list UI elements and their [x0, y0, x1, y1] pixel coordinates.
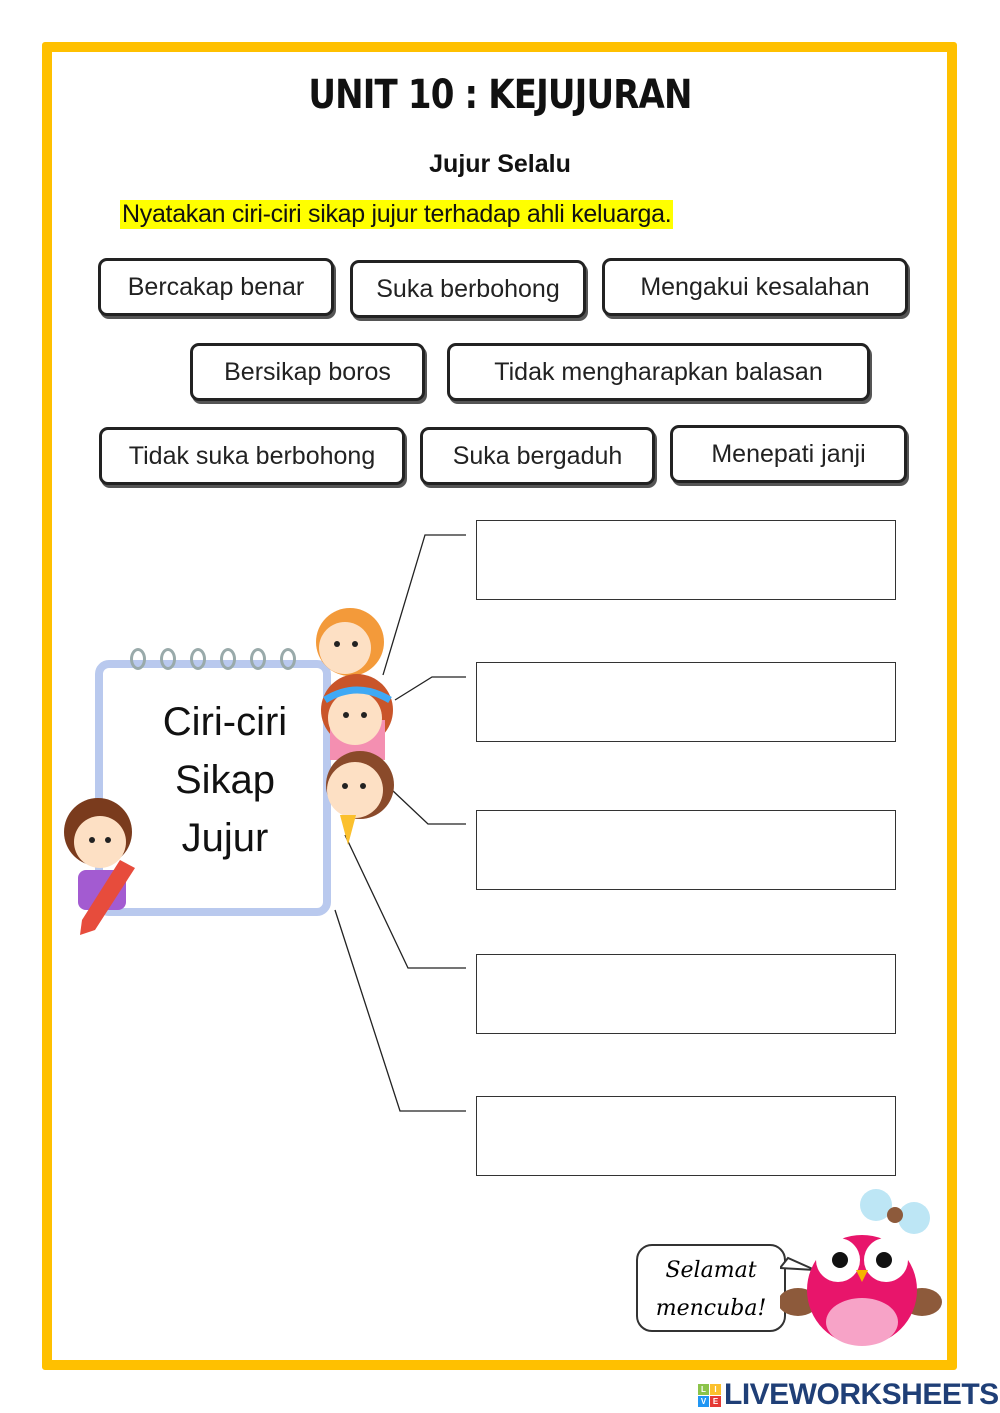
notebook-line-3: Jujur [181, 816, 269, 860]
bubble-line-1: Selamat [665, 1258, 757, 1283]
kid-face-icon [321, 674, 393, 760]
kid-face-icon [316, 608, 384, 676]
kid-face-icon [326, 751, 394, 845]
logo-text: LIVEWORKSHEETS [724, 1378, 999, 1411]
bubble-line-2: mencuba! [655, 1296, 767, 1321]
liveworksheets-logo [698, 1378, 999, 1412]
instruction: Nyatakan ciri-ciri sikap jujur terhadap ahli keluarga. [122, 200, 672, 228]
notebook-line-1: Ciri-ciri [162, 700, 288, 744]
word-bercakap-benar[interactable]: Bercakap benar [98, 258, 334, 316]
girl-with-pencil-icon [64, 798, 135, 935]
speech-bubble [636, 1244, 786, 1332]
word-menepati-janji[interactable]: Menepati janji [670, 425, 907, 483]
page-subtitle: Jujur Selalu [429, 150, 571, 178]
word-suka-bergaduh[interactable]: Suka bergaduh [420, 427, 655, 485]
word-mengakui-kesalahan[interactable]: Mengakui kesalahan [602, 258, 908, 316]
word-tidak-suka-berbohong[interactable]: Tidak suka berbohong [99, 427, 405, 485]
page-title: UNIT 10 : KEJUJURAN [308, 72, 692, 118]
logo-letter: E [710, 1396, 721, 1407]
logo-letter: V [698, 1396, 709, 1407]
owl-icon [780, 1180, 950, 1350]
logo-letter: L [698, 1384, 709, 1395]
word-bersikap-boros[interactable]: Bersikap boros [190, 343, 425, 401]
logo-grid-icon [698, 1384, 721, 1407]
logo-letter: I [710, 1384, 721, 1395]
notebook-line-2: Sikap [174, 758, 276, 802]
word-suka-berbohong[interactable]: Suka berbohong [350, 260, 586, 318]
word-tidak-mengharapkan-balasan[interactable]: Tidak mengharapkan balasan [447, 343, 870, 401]
